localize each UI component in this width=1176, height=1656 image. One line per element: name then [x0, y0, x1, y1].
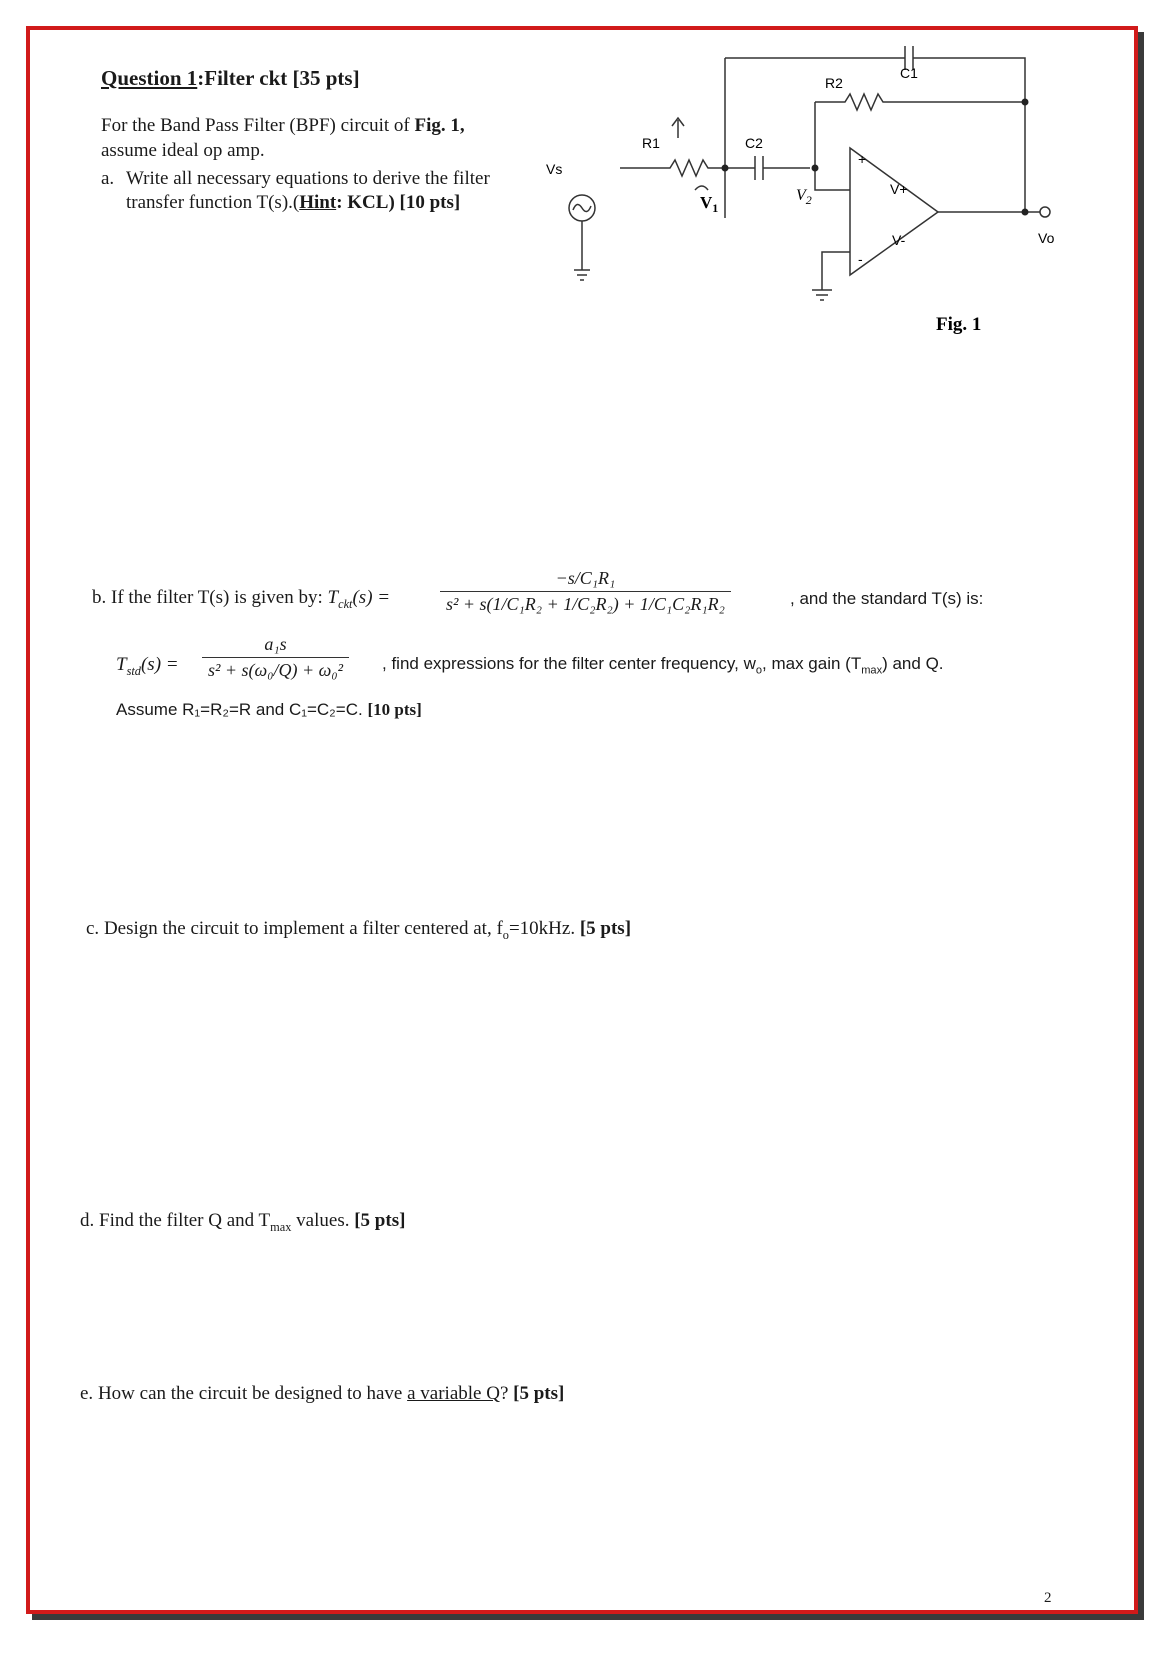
part-a-label: a.	[101, 168, 115, 189]
wire-node-to-plus	[815, 168, 850, 190]
part-c-text: Design the circuit to implement a filter centered at, f	[103, 918, 503, 939]
tstd-arg: (s) =	[140, 654, 179, 675]
ac-wave-icon	[573, 204, 591, 211]
opamp-symbol	[850, 148, 938, 275]
label-r2: R2	[825, 75, 843, 91]
tstd-denominator: s² + s(ω₀/Q) + ω₀²	[202, 657, 349, 681]
part-b-find-text	[382, 654, 944, 676]
part-c-points: [5 pts]	[579, 918, 632, 939]
fo-sub: o	[502, 927, 509, 942]
part-b-intro: If the filter T(s) is given by:	[111, 587, 323, 608]
intro-line-1	[101, 115, 465, 137]
label-c2: C2	[745, 135, 763, 151]
part-c-value: =10kHz.	[508, 918, 576, 939]
hint-text: : KCL)	[336, 192, 395, 213]
ground-symbol-opamp	[812, 290, 832, 300]
band-pass-filter-circuit	[546, 40, 1100, 360]
label-v2-sub: 2	[805, 193, 812, 207]
part-e-text: How can the circuit be designed to have	[97, 1383, 403, 1404]
output-terminal	[1040, 207, 1050, 217]
label-plus-sign: +	[858, 151, 867, 167]
part-b-find-c: ) and Q.	[882, 654, 944, 673]
part-b-assume	[116, 700, 422, 720]
page-number: 2	[1044, 1590, 1052, 1606]
part-e-label: e.	[80, 1383, 94, 1404]
part-d-label: d.	[80, 1210, 95, 1231]
tckt-numerator: −s/C₁R₁	[555, 568, 616, 588]
part-e-points: [5 pts]	[513, 1383, 565, 1404]
wire-minus-to-ground	[822, 252, 850, 290]
label-vminus: V-	[892, 232, 906, 248]
label-r1: R1	[642, 135, 660, 151]
part-b-line-1	[92, 587, 390, 612]
part-e	[80, 1383, 564, 1405]
part-b-find-b: , max gain (T	[762, 654, 862, 673]
part-b-find-a: , find expressions for the filter center frequency, w	[382, 654, 756, 673]
tckt-denominator: s² + s(1/C₁R₂ + 1/C₂R₂) + 1/C₁C₂R₁R₂	[440, 591, 731, 615]
label-minus-sign: -	[858, 251, 863, 267]
label-vo: Vo	[1038, 230, 1055, 246]
tmax-sub-d: max	[270, 1219, 292, 1234]
node-v2	[812, 165, 819, 172]
figure-caption: Fig. 1	[936, 314, 982, 335]
part-d	[80, 1210, 405, 1235]
tstd-lhs	[116, 654, 179, 679]
label-v1-sub: 1	[712, 201, 719, 215]
node-feedback-top	[1022, 99, 1029, 106]
wire-top-right	[913, 58, 1025, 102]
annotation-arrow-v1	[695, 186, 708, 190]
tstd-numerator: a₁s	[264, 634, 287, 654]
tckt-symbol: T	[327, 587, 339, 608]
part-d-points: [5 pts]	[354, 1210, 406, 1231]
part-e-qmark: ?	[499, 1383, 509, 1404]
current-arrow-icon	[672, 118, 684, 138]
part-c-label: c.	[86, 918, 100, 939]
hint-word: Hint	[299, 192, 337, 213]
assume-text: Assume R₁=R₂=R and C₁=C₂=C.	[116, 700, 363, 719]
label-v1-main: V	[700, 193, 713, 212]
part-e-underlined: a variable Q	[407, 1383, 500, 1404]
wo-sub: o	[755, 664, 763, 677]
part-b-points: [10 pts]	[367, 700, 422, 719]
part-a-text: transfer function T(s).(	[126, 192, 300, 213]
part-a-points: [10 pts]	[399, 192, 461, 213]
label-vplus: V+	[890, 181, 908, 197]
tmax-sub: max	[861, 664, 883, 677]
part-d-text-b: values.	[296, 1210, 350, 1231]
label-c1: C1	[900, 65, 918, 81]
part-b-standard-text: , and the standard T(s) is:	[790, 589, 984, 608]
capacitor-c2-symbol	[755, 156, 763, 180]
tckt-arg: (s) =	[352, 587, 391, 608]
resistor-r2-symbol	[815, 94, 1025, 110]
label-v2-main: V	[796, 187, 806, 204]
part-c	[86, 918, 631, 943]
node-v1	[722, 165, 729, 172]
label-vs: Vs	[546, 161, 563, 177]
intro-line-2: assume ideal op amp.	[101, 140, 265, 161]
tstd-fraction	[202, 634, 349, 681]
node-output	[1022, 209, 1029, 216]
tstd-symbol: T	[116, 654, 127, 675]
tckt-sub: ckt	[338, 596, 353, 611]
ground-symbol-source	[574, 270, 590, 280]
part-d-text: Find the filter Q and T	[99, 1210, 271, 1231]
label-v1	[700, 193, 718, 215]
part-a-line-1: Write all necessary equations to derive the filter	[126, 168, 490, 189]
question-number: Question 1	[101, 66, 198, 90]
resistor-r1-symbol	[620, 160, 755, 176]
tckt-fraction	[440, 568, 731, 615]
part-b-label: b.	[92, 587, 107, 608]
part-a-line-2	[126, 192, 460, 214]
question-topic: :Filter ckt [35 pts]	[197, 66, 360, 90]
intro-text: For the Band Pass Filter (BPF) circuit of	[101, 115, 410, 136]
intro-fig-ref: Fig. 1,	[414, 115, 465, 136]
tstd-sub: std	[126, 663, 141, 678]
label-v2	[796, 187, 812, 207]
question-title	[101, 66, 360, 91]
